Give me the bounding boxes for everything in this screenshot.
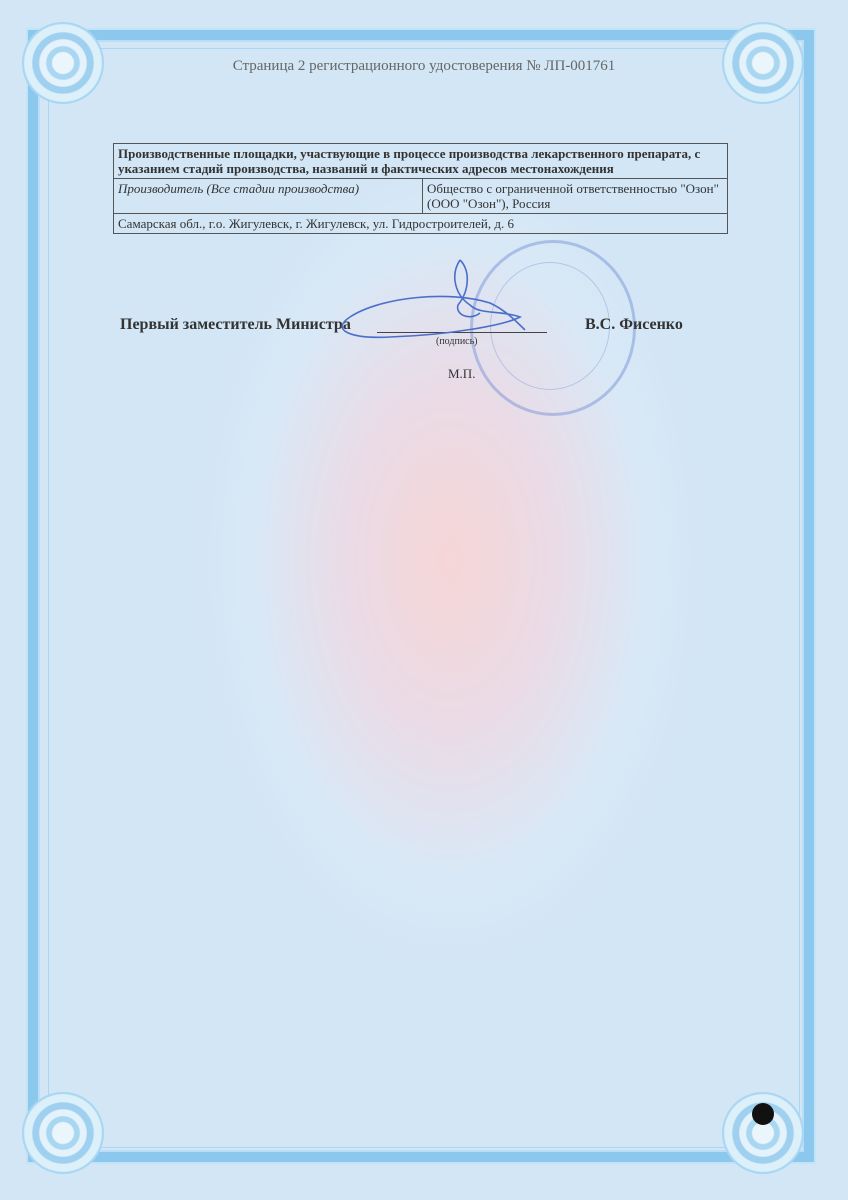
signature-caption: (подпись): [436, 336, 478, 347]
seal-label: М.П.: [448, 366, 476, 381]
signer-name: В.С. Фисенко: [585, 316, 683, 333]
handwritten-signature: [330, 255, 550, 355]
signer-role: Первый заместитель Министра: [120, 316, 351, 333]
corner-rosette-icon: [22, 1092, 104, 1174]
manufacturer-name: Общество с ограниченной ответственностью "Озон" (ООО "Озон"), Россия: [423, 179, 728, 214]
production-sites-table: [113, 143, 728, 234]
manufacturer-address: Самарская обл., г.о. Жигулевск, г. Жигулевск, ул. Гидростроителей, д. 6: [114, 214, 728, 234]
production-stage: Производитель (Все стадии производства): [114, 179, 423, 214]
page-title: Страница 2 регистрационного удостоверения № ЛП-001761: [232, 58, 616, 74]
punch-hole: [752, 1103, 774, 1125]
table-heading: Производственные площадки, участвующие в процессе производства лекарственного препарата, с указанием стадий производства, названий и фактических адресов местонахождения: [114, 144, 728, 179]
